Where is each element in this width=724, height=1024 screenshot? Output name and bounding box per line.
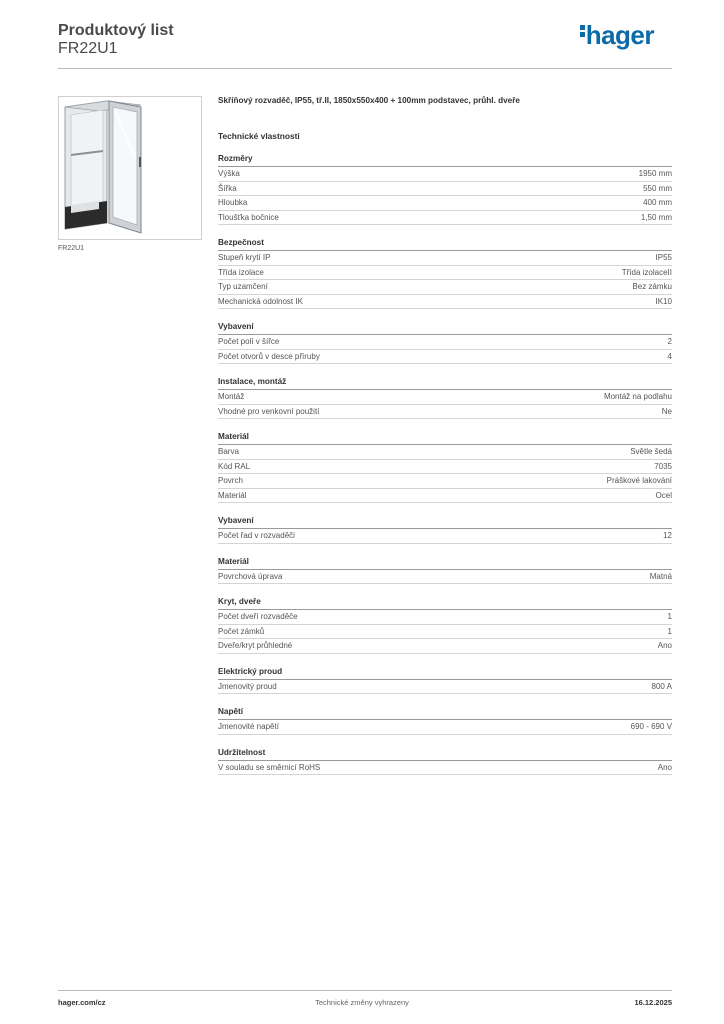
spec-group-title: Instalace, montáž (218, 377, 672, 390)
spec-value: 1 (667, 612, 672, 621)
spec-group-title: Materiál (218, 557, 672, 570)
hager-logo (580, 20, 654, 51)
spec-row (218, 720, 672, 735)
spec-group (218, 322, 672, 364)
spec-group (218, 377, 672, 419)
spec-row (218, 570, 672, 585)
spec-row (218, 266, 672, 281)
spec-row (218, 390, 672, 405)
spec-label: Počet dveří rozvaděče (218, 612, 298, 621)
spec-groups (218, 154, 672, 775)
spec-row (218, 335, 672, 350)
spec-group-title: Udržitelnost (218, 748, 672, 761)
spec-value: 400 mm (643, 198, 672, 207)
spec-row (218, 445, 672, 460)
spec-label: Počet řad v rozvaděči (218, 531, 295, 540)
spec-value: Montáž na podlahu (603, 392, 672, 401)
spec-label: Jmenovité napětí (218, 722, 279, 731)
spec-row (218, 405, 672, 420)
spec-group-title: Vybavení (218, 322, 672, 335)
spec-label: Dveře/kryt průhledné (218, 641, 293, 650)
spec-value: Ocel (655, 490, 672, 500)
spec-row (218, 639, 672, 654)
spec-label: Třída izolace (218, 267, 264, 277)
spec-value: 12 (663, 531, 672, 540)
spec-row (218, 167, 672, 182)
spec-value: 1,50 mm (640, 212, 672, 222)
footer-divider (58, 990, 672, 991)
spec-value: Matná (649, 571, 672, 581)
spec-value: 2 (667, 337, 672, 346)
spec-group (218, 516, 672, 544)
spec-row (218, 211, 672, 226)
spec-value: 4 (667, 351, 672, 361)
spec-value: Světle šedá (630, 447, 672, 456)
spec-row (218, 625, 672, 640)
spec-value: 690 - 690 V (630, 722, 672, 731)
spec-row (218, 474, 672, 489)
section-heading: Technické vlastnosti (218, 131, 300, 141)
spec-group-title: Rozměry (218, 154, 672, 167)
spec-label: Materiál (218, 490, 247, 500)
logo-text: hager (585, 20, 654, 50)
spec-label: Montáž (218, 392, 245, 401)
spec-row (218, 295, 672, 310)
spec-row (218, 529, 672, 544)
spec-value: Ano (657, 762, 672, 772)
spec-group (218, 597, 672, 654)
spec-label: Typ uzamčení (218, 282, 268, 291)
spec-group-title: Materiál (218, 432, 672, 445)
spec-label: Jmenovitý proud (218, 681, 277, 691)
spec-group (218, 667, 672, 695)
spec-value: Ne (661, 406, 672, 416)
spec-value: 7035 (654, 461, 672, 471)
spec-row (218, 182, 672, 197)
spec-row (218, 251, 672, 266)
spec-label: Mechanická odolnost IK (218, 296, 303, 306)
spec-label: Stupeň krytí IP (218, 253, 271, 262)
spec-group-title: Napětí (218, 707, 672, 720)
spec-group-title: Elektrický proud (218, 667, 672, 680)
spec-row (218, 460, 672, 475)
spec-value: 550 mm (643, 183, 672, 193)
spec-label: Šířka (218, 183, 237, 193)
spec-row (218, 680, 672, 695)
spec-label: Vhodné pro venkovní použití (218, 406, 320, 416)
spec-value: Práškové lakování (606, 476, 672, 485)
spec-row (218, 350, 672, 365)
spec-label: Počet zámků (218, 626, 265, 636)
footer-date: 16.12.2025 (634, 998, 672, 1007)
page-header (58, 20, 672, 70)
spec-sheet (218, 96, 672, 775)
product-code: FR22U1 (58, 40, 118, 57)
spec-group-title: Bezpečnost (218, 238, 672, 251)
spec-group (218, 154, 672, 225)
header-divider (58, 68, 672, 69)
spec-label: Počet polí v šířce (218, 337, 280, 346)
spec-group-title: Vybavení (218, 516, 672, 529)
spec-label: Povrch (218, 476, 243, 485)
spec-row (218, 761, 672, 776)
spec-label: Kód RAL (218, 461, 251, 471)
spec-value: IP55 (655, 253, 672, 262)
spec-group (218, 557, 672, 585)
spec-label: V souladu se směrnicí RoHS (218, 762, 321, 772)
spec-label: Hloubka (218, 198, 248, 207)
spec-label: Počet otvorů v desce příruby (218, 351, 320, 361)
cabinet-icon (59, 97, 201, 239)
spec-value: Bez zámku (632, 282, 672, 291)
spec-value: Ano (657, 641, 672, 650)
image-caption: FR22U1 (58, 245, 85, 252)
spec-group (218, 748, 672, 776)
spec-value: 1 (667, 626, 672, 636)
product-image (58, 96, 202, 240)
spec-label: Tloušťka bočnice (218, 212, 279, 222)
spec-row (218, 280, 672, 295)
spec-group (218, 707, 672, 735)
spec-label: Povrchová úprava (218, 571, 283, 581)
spec-row (218, 610, 672, 625)
footer-website: hager.com/cz (58, 998, 106, 1007)
footer-note: Technické změny vyhrazeny (315, 998, 409, 1007)
spec-value: 800 A (651, 681, 672, 691)
spec-row (218, 489, 672, 504)
spec-value: 1950 mm (638, 169, 672, 178)
spec-group-title: Kryt, dveře (218, 597, 672, 610)
logo-dots-icon (580, 23, 585, 39)
spec-value: Třída izolaceII (621, 267, 672, 277)
spec-group (218, 238, 672, 309)
spec-label: Barva (218, 447, 239, 456)
product-description: Skříňový rozvaděč, IP55, tř.II, 1850x550x400 + 100mm podstavec, průhl. dveře (218, 96, 520, 105)
page-title: Produktový list (58, 22, 174, 39)
spec-row (218, 196, 672, 211)
spec-value: IK10 (655, 296, 672, 306)
spec-group (218, 432, 672, 503)
spec-label: Výška (218, 169, 240, 178)
